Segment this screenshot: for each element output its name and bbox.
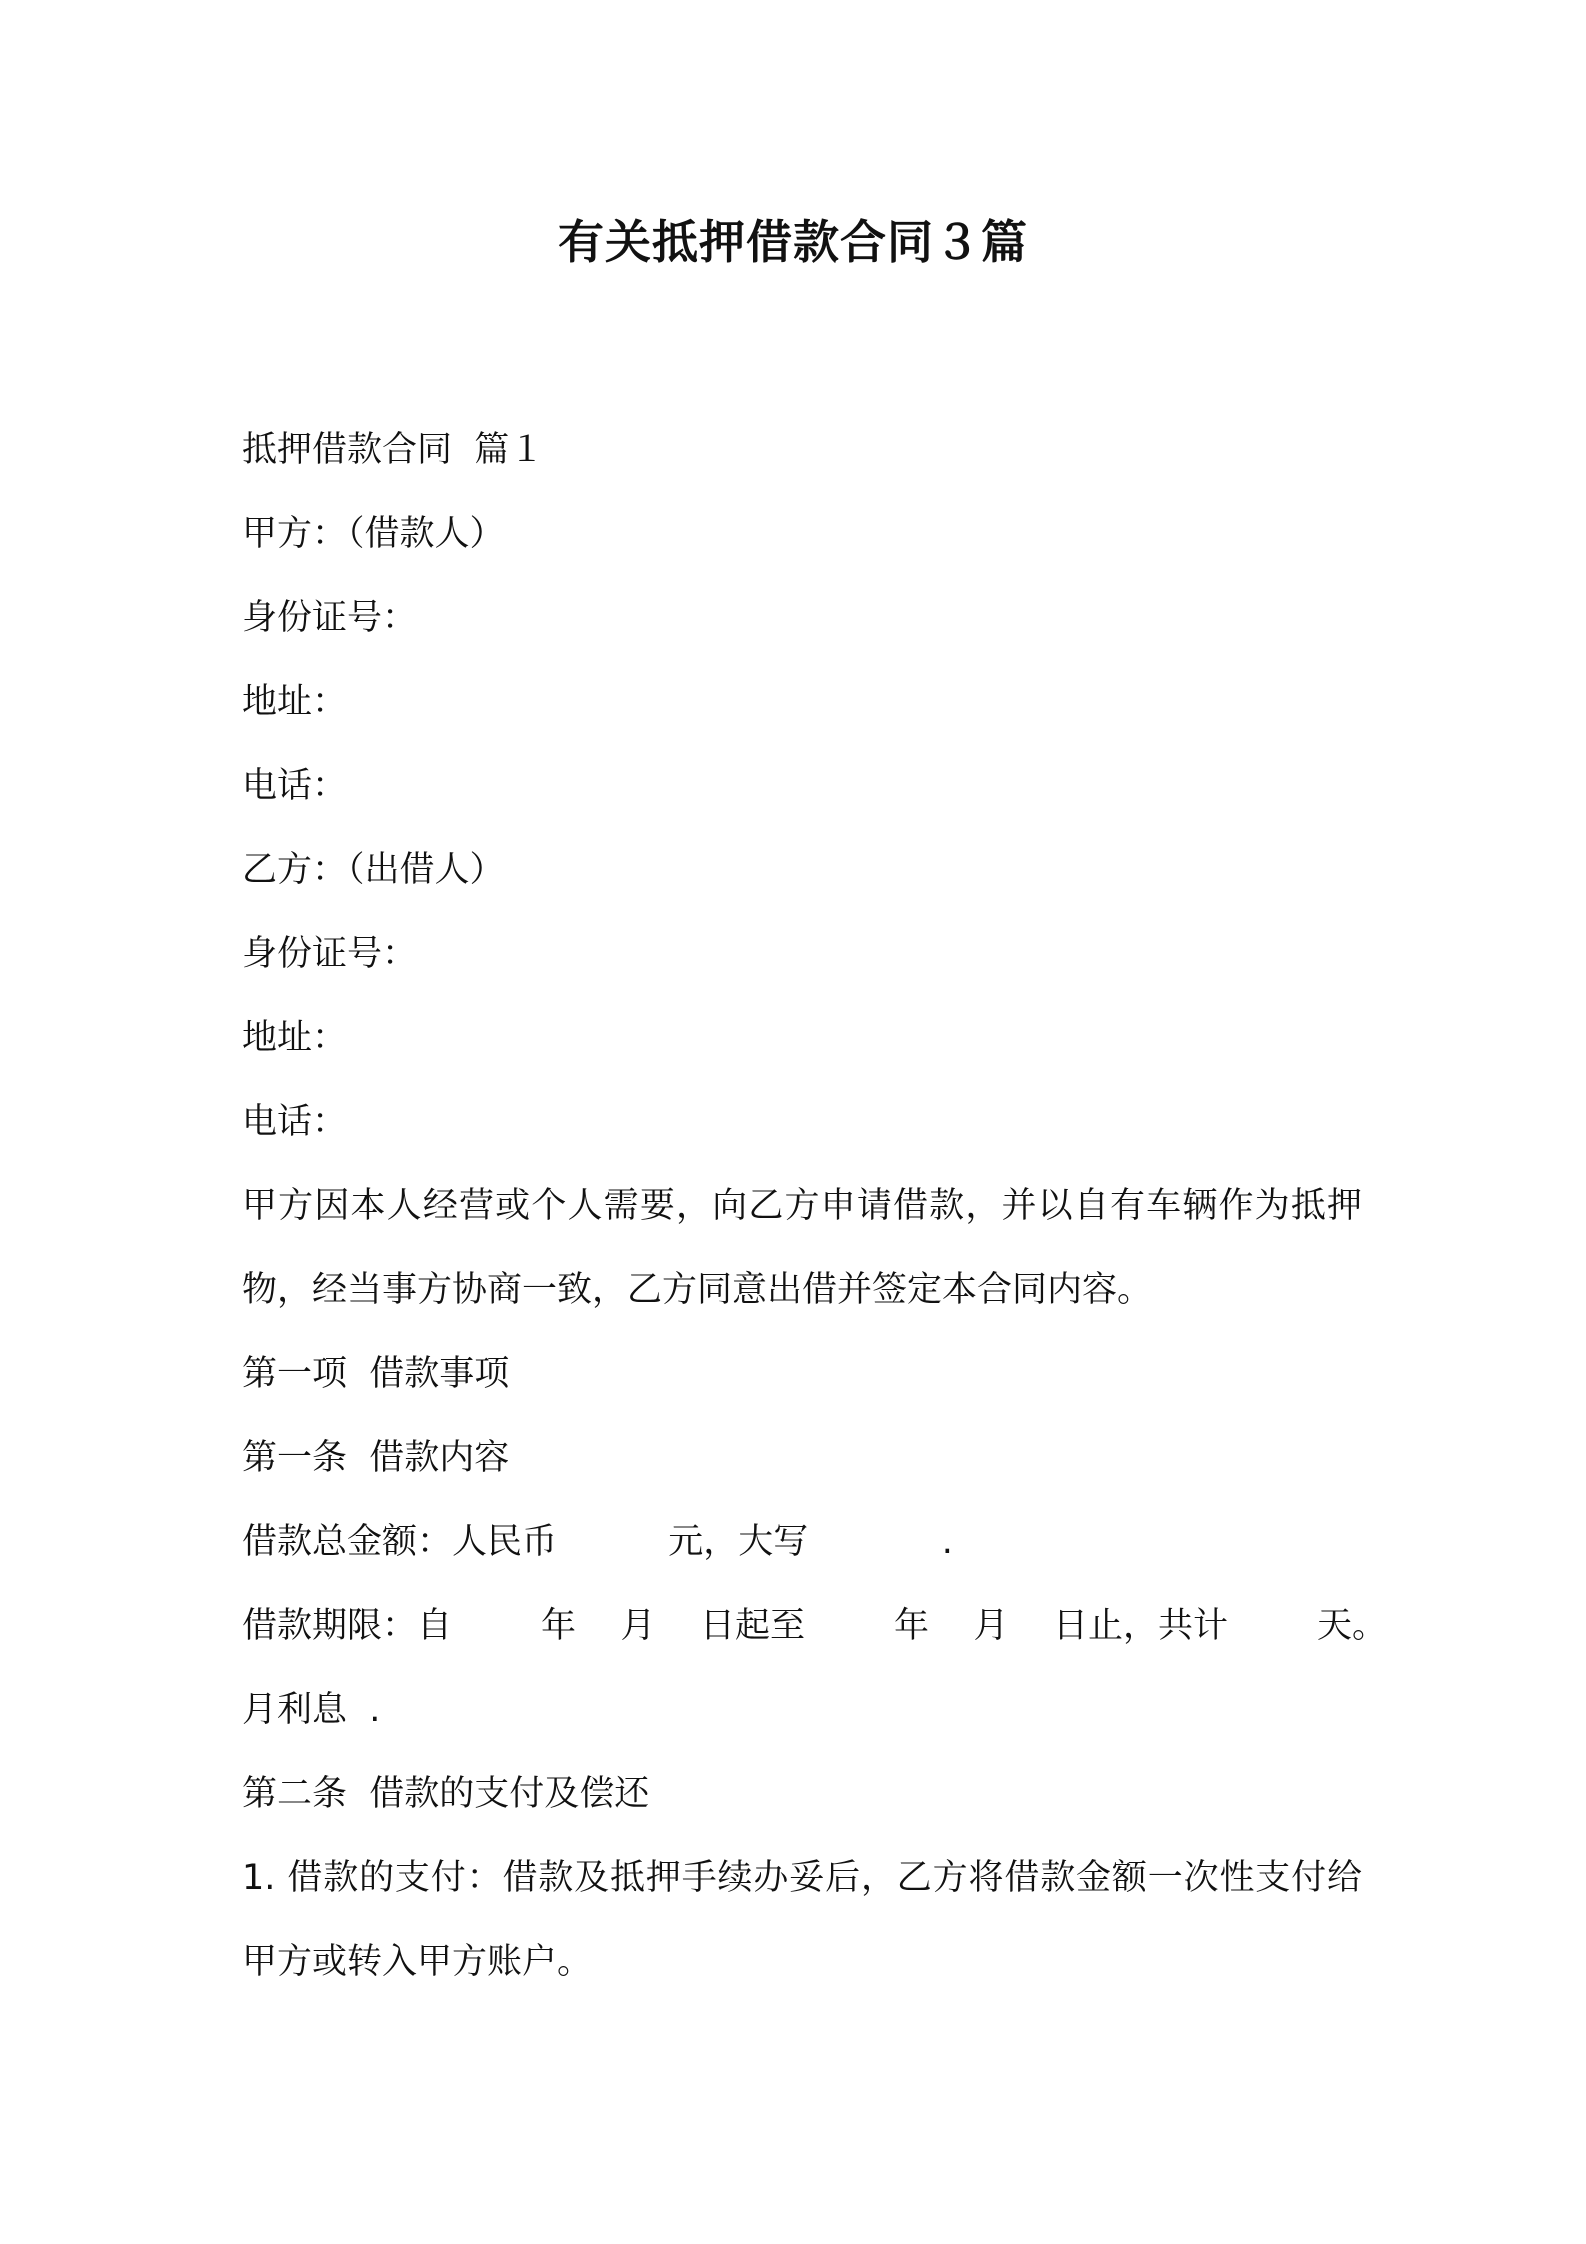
party-a-address-label: 地址：: [242, 682, 348, 722]
document-title: 有关抵押借款合同３篇: [558, 215, 1028, 269]
party-b-phone-label: 电话：: [242, 1102, 348, 1142]
article-heading-2: 第二条 借款的支付及偿还: [242, 1774, 650, 1814]
party-b-label: 乙方：（出借人）: [242, 850, 505, 890]
party-a-label: 甲方：（借款人）: [242, 514, 505, 554]
document-body: [242, 408, 1388, 2004]
party-b-address-label: 地址：: [242, 1018, 348, 1058]
loan-amount-line: 借款总金额：人民币 元，大写 .: [242, 1522, 953, 1562]
contract-heading: 抵押借款合同 篇１: [242, 430, 545, 470]
monthly-interest-line: 月利息 .: [242, 1690, 381, 1730]
loan-term-line: 借款期限：自 年 月 日起至 年 月 日止，共计 天。: [242, 1606, 1388, 1646]
intro-paragraph: 甲方因本人经营或个人需要，向乙方申请借款，并以自有车辆作为抵押物，经当事方协商一致，乙方同意出借并签定本合同内容。: [242, 1186, 1362, 1310]
party-a-id-label: 身份证号：: [242, 598, 418, 638]
party-b-id-label: 身份证号：: [242, 934, 418, 974]
party-a-phone-label: 电话：: [242, 766, 348, 806]
payment-paragraph: 1. 借款的支付：借款及抵押手续办妥后，乙方将借款金额一次性支付给甲方或转入甲方账户。: [242, 1858, 1362, 1982]
section-heading-1: 第一项 借款事项: [242, 1354, 510, 1394]
article-heading-1: 第一条 借款内容: [242, 1438, 510, 1478]
